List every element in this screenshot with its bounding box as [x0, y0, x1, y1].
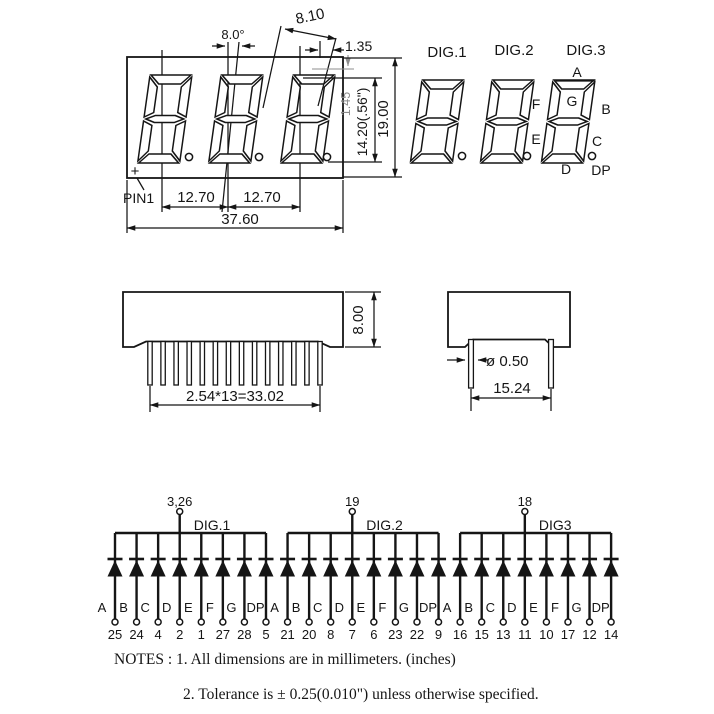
segment-diagram — [410, 42, 610, 178]
pin-number: 2 — [176, 627, 184, 642]
seg-d — [481, 154, 522, 163]
pin-node — [608, 619, 614, 625]
diode-anode-triangle — [172, 560, 187, 576]
segment-c-label: C — [591, 133, 603, 149]
pin-node — [436, 619, 442, 625]
pin-number: 13 — [496, 627, 511, 642]
pin-number: 21 — [280, 627, 295, 642]
seg-f — [144, 77, 159, 117]
lead-pin — [279, 342, 283, 386]
digit-group-3 — [443, 494, 619, 642]
pin-node — [414, 619, 420, 625]
digit1-label: DIG.1 — [427, 44, 467, 61]
dim-pin-pitch: 2.54*13=33.02 — [185, 388, 285, 405]
pin-node — [241, 619, 247, 625]
lead-pin — [292, 342, 296, 386]
segment-letter: D — [507, 600, 517, 615]
pin1-polarity-mark: + — [130, 163, 140, 180]
pin-number: 22 — [409, 627, 425, 642]
segment-letter: E — [529, 600, 538, 615]
pin-number: 16 — [452, 627, 468, 642]
dim-digit-width-ext-left — [263, 26, 281, 108]
diode-anode-triangle — [345, 560, 360, 576]
segment-f-label: F — [531, 96, 541, 112]
front-digits — [138, 75, 335, 163]
dim-height: 8.00 — [350, 305, 367, 335]
segment-letter: E — [183, 600, 193, 615]
lead-pin — [252, 342, 256, 386]
pin-node — [371, 619, 377, 625]
segment-b-label: B — [601, 101, 611, 117]
diode-anode-triangle — [237, 560, 252, 576]
pin-number: 11 — [518, 627, 532, 642]
segment-letter: B — [119, 600, 128, 615]
seg-a — [293, 75, 334, 84]
dim-pitch-right: 12.70 — [243, 189, 281, 206]
segment-letter: B — [291, 600, 301, 615]
segment-letter: D — [162, 600, 172, 615]
side-pins — [148, 342, 322, 386]
diode-anode-triangle — [129, 560, 144, 576]
internal-circuit-diagram — [98, 494, 619, 642]
digit3-label: DIG.3 — [566, 42, 606, 59]
group-digit-label: DIG.2 — [366, 517, 403, 533]
pin-number: 23 — [388, 627, 403, 642]
common-pin-node — [349, 509, 355, 515]
pin-number: 10 — [539, 627, 554, 642]
dim-pkg-height: 19.00 — [375, 100, 392, 138]
pin-node — [543, 619, 549, 625]
segment-dp-label: DP — [591, 162, 611, 178]
pin-number: 8 — [327, 627, 335, 642]
seven-segment-digit — [281, 75, 335, 163]
pin-node — [349, 619, 355, 625]
seg-d — [210, 154, 251, 163]
common-pin-number: 19 — [345, 494, 360, 509]
segment-letter: E — [356, 600, 366, 615]
seg-a — [221, 75, 262, 84]
seg-a — [422, 80, 463, 89]
slant-angle-line — [222, 42, 239, 212]
dim-angle: 8.0° — [221, 27, 245, 42]
digit-group-2 — [270, 494, 446, 642]
decimal-point — [323, 153, 330, 160]
seg-d — [411, 154, 452, 163]
pin-node — [587, 619, 593, 625]
lead-pin — [213, 342, 217, 386]
digit2-label: DIG.2 — [494, 42, 534, 59]
common-pin-number: 3,26 — [167, 494, 193, 509]
decimal-point — [523, 152, 530, 159]
segment-letter: G — [571, 600, 582, 615]
seg-g — [145, 116, 184, 123]
segment-letter: A — [270, 600, 279, 615]
segment-letter: G — [226, 600, 237, 615]
dim-seg-top: 1.45 — [339, 91, 353, 117]
pin-node — [155, 619, 161, 625]
common-pin-node — [522, 509, 528, 515]
pin-node — [285, 619, 291, 625]
note-line-2: 2. Tolerance is ± 0.25(0.010") unless otherwise specified. — [183, 686, 539, 703]
seven-segment-digit — [410, 80, 464, 163]
lead-pin — [469, 340, 474, 389]
pin1-label: PIN1 — [123, 190, 155, 206]
decimal-point — [588, 152, 595, 159]
diode-anode-triangle — [388, 560, 403, 576]
notes — [114, 651, 539, 703]
pin-node — [479, 619, 485, 625]
lead-pin — [239, 342, 243, 386]
pin-number: 17 — [560, 627, 576, 642]
pin1-leader — [137, 178, 144, 190]
lead-pin — [161, 342, 165, 386]
pin-node — [565, 619, 571, 625]
segment-letter: G — [398, 600, 410, 615]
pin-node — [522, 619, 528, 625]
seg-g — [488, 118, 527, 125]
segment-letter: D — [334, 600, 344, 615]
diode-anode-triangle — [453, 560, 468, 576]
diode-anode-triangle — [560, 560, 575, 576]
pin-node — [263, 619, 269, 625]
diode-anode-triangle — [517, 560, 532, 576]
diode-anode-triangle — [539, 560, 554, 576]
seg-c — [171, 121, 186, 161]
dim-row-pitch: 15.24 — [493, 380, 531, 397]
pin-number: 25 — [107, 627, 123, 642]
pin-node — [328, 619, 334, 625]
pin-node — [220, 619, 226, 625]
pin-number: 7 — [348, 627, 356, 642]
pin-number: 9 — [434, 627, 443, 642]
dim-digit-width-line — [285, 29, 336, 39]
diode-anode-triangle — [582, 560, 597, 576]
pin-number: 28 — [237, 627, 252, 642]
lead-pin — [187, 342, 191, 386]
segment-letter: B — [464, 600, 474, 615]
segment-d-label: D — [560, 161, 572, 177]
pin-node — [112, 619, 118, 625]
diode-anode-triangle — [302, 560, 317, 576]
pin-number: 15 — [474, 627, 489, 642]
diode-anode-triangle — [474, 560, 489, 576]
diode-anode-triangle — [604, 560, 619, 576]
diode-anode-triangle — [151, 560, 166, 576]
pin-number: 4 — [154, 627, 162, 642]
segment-letter: F — [550, 600, 559, 615]
dim-seg-offset: 1.35 — [345, 38, 373, 54]
pin-number: 14 — [603, 627, 619, 642]
segment-letter: F — [205, 600, 214, 615]
lead-pin — [226, 342, 230, 386]
diode-anode-triangle — [496, 560, 511, 576]
common-pin-number: 18 — [517, 494, 533, 509]
lead-pin — [549, 340, 554, 389]
segment-a-label: A — [572, 64, 582, 80]
common-pin-node — [177, 509, 183, 515]
segment-letter: C — [140, 600, 150, 615]
lead-pin — [265, 342, 269, 386]
segment-g-label: G — [566, 93, 578, 109]
segment-letter: A — [97, 600, 107, 615]
decimal-point — [185, 153, 192, 160]
segment-letter: DP — [591, 600, 610, 615]
lead-pin — [200, 342, 204, 386]
lead-pin — [148, 342, 152, 386]
segment-letter: A — [442, 600, 452, 615]
end-body — [448, 292, 570, 347]
lead-pin — [305, 342, 309, 386]
dim-pitch-left: 12.70 — [177, 189, 215, 206]
diode-anode-triangle — [409, 560, 424, 576]
diode-anode-triangle — [258, 560, 273, 576]
seg-a — [492, 80, 533, 89]
diode-anode-triangle — [323, 560, 338, 576]
decimal-point — [255, 153, 262, 160]
group-digit-label: DIG3 — [538, 517, 572, 533]
diode-anode-triangle — [194, 560, 209, 576]
diode-anode-triangle — [215, 560, 230, 576]
seg-g — [216, 116, 255, 123]
seg-g — [288, 116, 327, 123]
seven-segment-digit — [138, 75, 192, 163]
pin-node — [198, 619, 204, 625]
seg-g — [418, 118, 457, 125]
segment-letter: C — [485, 600, 495, 615]
front-view — [123, 5, 402, 233]
pin-number: 20 — [301, 627, 317, 642]
decimal-point — [458, 152, 465, 159]
end-view — [447, 292, 570, 411]
diode-anode-triangle — [108, 560, 123, 576]
segment-letter: DP — [419, 600, 438, 615]
pin-node — [134, 619, 140, 625]
pin-number: 12 — [582, 627, 597, 642]
pin-node — [392, 619, 398, 625]
pin-node — [177, 619, 183, 625]
dim-pin-dia: ø 0.50 — [486, 353, 529, 370]
pin-number: 6 — [370, 627, 378, 642]
side-body — [123, 292, 343, 347]
lead-pin — [318, 342, 322, 386]
segment-e-label: E — [531, 131, 541, 147]
segment-letter: DP — [246, 600, 265, 615]
dim-digit-height: 14.20(.56") — [354, 87, 370, 157]
seven-segment-digit — [480, 80, 534, 163]
pin-node — [457, 619, 463, 625]
pin-number: 5 — [262, 627, 270, 642]
seg-g — [549, 118, 588, 125]
pin-number: 27 — [215, 627, 231, 642]
diode-anode-triangle — [280, 560, 295, 576]
pin-number: 1 — [197, 627, 205, 642]
dim-total-width: 37.60 — [221, 211, 259, 228]
group-digit-label: DIG.1 — [193, 517, 231, 533]
diode-anode-triangle — [366, 560, 381, 576]
pin-node — [306, 619, 312, 625]
digit-group-1 — [98, 494, 274, 642]
pin-node — [500, 619, 506, 625]
seven-segment-digit — [209, 75, 263, 163]
dim-digit-width: 8.10 — [294, 5, 327, 28]
lead-pin — [174, 342, 178, 386]
seg-a — [150, 75, 191, 84]
side-view — [123, 292, 381, 412]
segment-letter: C — [313, 600, 323, 615]
note-line-1: NOTES : 1. All dimensions are in millimeters. (inches) — [114, 651, 456, 668]
seg-c — [242, 121, 257, 161]
seg-d — [139, 154, 180, 163]
segment-letter: F — [378, 600, 387, 615]
pin-number: 24 — [129, 627, 144, 642]
diode-anode-triangle — [431, 560, 446, 576]
seg-d — [282, 154, 323, 163]
